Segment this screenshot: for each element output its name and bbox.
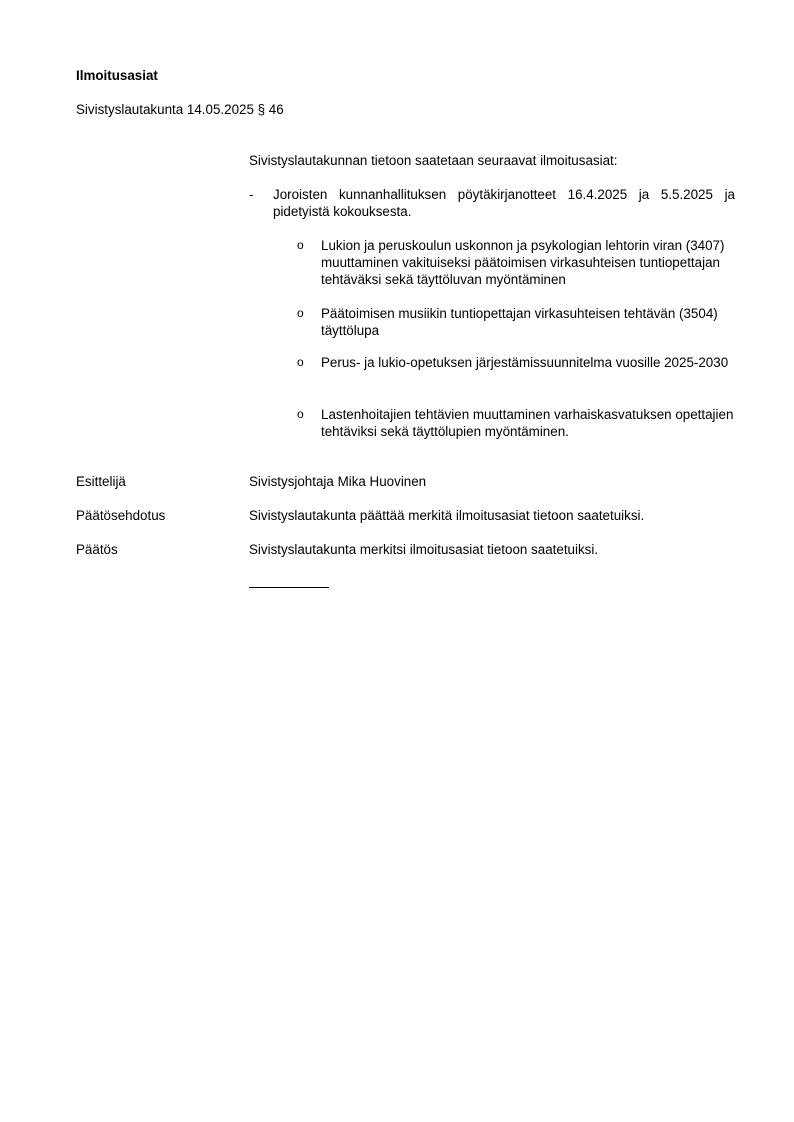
sub-list-item-text: Päätoimisen musiikin tuntiopettajan virkasuhteisen tehtävän (3504) täyttölupa [321, 306, 718, 338]
sub-list-item-text: Perus- ja lukio-opetuksen järjestämissuunnitelma vuosille 2025-2030 [321, 355, 729, 370]
field-value-proposal: Sivistyslautakunta päättää merkitä ilmoitusasiat tietoon saatetuiksi. [249, 508, 645, 523]
field-label-decision: Päätös [76, 542, 118, 557]
end-rule [249, 587, 329, 588]
circle-bullet-icon: o [297, 355, 304, 369]
meeting-reference: Sivistyslautakunta 14.05.2025 § 46 [76, 102, 284, 117]
document-title: Ilmoitusasiat [76, 68, 158, 83]
field-label-proposal: Päätösehdotus [76, 508, 166, 523]
field-value-presenter: Sivistysjohtaja Mika Huovinen [249, 474, 427, 489]
circle-bullet-icon: o [297, 407, 304, 421]
sub-list-item-text: Lastenhoitajien tehtävien muuttaminen varhaiskasvatuksen opettajien tehtäviksi sekä täyttölupien myöntäminen. [321, 407, 734, 439]
field-value-decision: Sivistyslautakunta merkitsi ilmoitusasiat tietoon saatetuiksi. [249, 542, 599, 557]
field-label-presenter: Esittelijä [76, 474, 126, 489]
list-item-text: Joroisten kunnanhallituksen pöytäkirjanotteet 16.4.2025 ja 5.5.2025 ja pidetyistä kokouksesta. [273, 187, 735, 219]
intro-text: Sivistyslautakunnan tietoon saatetaan seuraavat ilmoitusasiat: [249, 153, 618, 168]
circle-bullet-icon: o [297, 238, 304, 252]
sub-list-item-text: Lukion ja peruskoulun uskonnon ja psykologian lehtorin viran (3407) muuttaminen vakituiseksi päätoimisen virkasuhteisen tuntiopettajan tehtäväksi sekä täyttöluvan myöntäminen [321, 238, 725, 287]
circle-bullet-icon: o [297, 306, 304, 320]
dash-bullet-icon: - [249, 187, 254, 202]
